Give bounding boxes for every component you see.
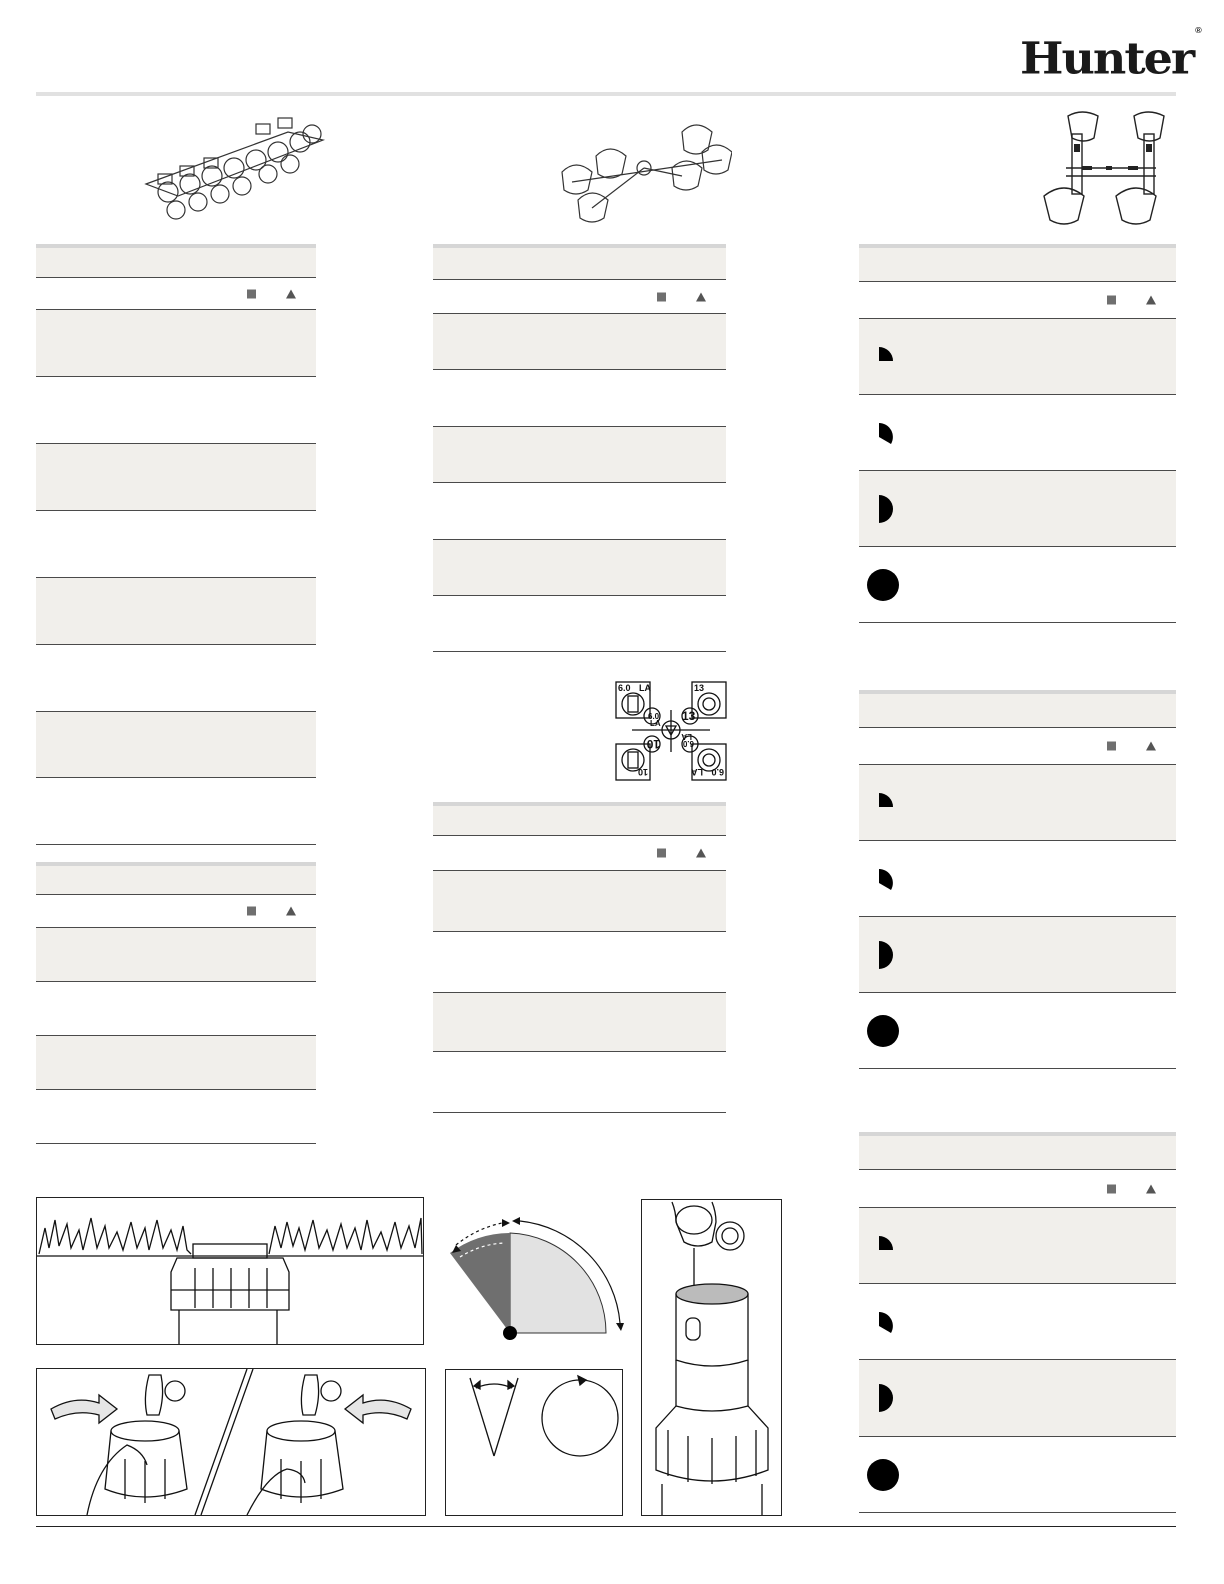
table-row <box>433 483 726 540</box>
table-row <box>859 993 1176 1069</box>
hunter-logo: Hunter® <box>1020 25 1200 84</box>
table-row <box>433 540 726 596</box>
table-row <box>36 377 316 444</box>
table-header-row <box>36 895 316 928</box>
table-row <box>433 1052 726 1113</box>
nozzle-table-col2-b <box>433 802 726 1113</box>
quarter-arc-icon <box>865 785 901 821</box>
rotation-hands-figure <box>36 1368 426 1516</box>
triangle-icon <box>1146 742 1156 751</box>
square-icon <box>1107 742 1116 751</box>
table-title-row <box>859 1136 1176 1170</box>
full-circle-icon <box>865 1013 901 1049</box>
table-row <box>859 319 1176 395</box>
nozzle-tree-illustration <box>1036 110 1176 228</box>
nozzle-label-6-0-center: 6.0 <box>648 712 660 721</box>
table-row <box>859 917 1176 993</box>
table-row <box>36 712 316 778</box>
nozzle-label-6-0: 6.0 <box>618 683 631 693</box>
nozzle-label-la: LA <box>639 683 651 693</box>
table-row <box>859 395 1176 471</box>
table-header-row <box>859 282 1176 319</box>
table-row <box>433 370 726 427</box>
table-header-row <box>859 728 1176 765</box>
square-icon <box>1107 296 1116 305</box>
nozzle-label-la-rotated: LA <box>681 732 692 741</box>
nozzle-label-13: 13 <box>694 683 705 693</box>
triangle-icon <box>1146 296 1156 305</box>
adjustment-tool-figure <box>641 1199 782 1516</box>
table-row <box>859 765 1176 841</box>
nozzle-rack-illustration-1 <box>138 112 328 224</box>
table-row <box>433 427 726 483</box>
third-arc-icon <box>865 415 901 451</box>
table-title-row <box>433 806 726 836</box>
table-row <box>36 778 316 845</box>
full-circle-icon <box>865 1457 901 1493</box>
table-row <box>859 471 1176 547</box>
nozzle-label-10-center: 10 <box>646 737 660 751</box>
rotor-installation-figure <box>36 1197 424 1345</box>
half-arc-icon <box>865 1380 901 1416</box>
nozzle-label-6-0-rotated: 6.0 <box>682 739 694 748</box>
square-icon <box>247 289 256 298</box>
header-divider <box>36 92 1176 96</box>
footer-divider <box>36 1526 1176 1527</box>
table-row <box>433 993 726 1052</box>
table-header-row <box>36 278 316 310</box>
table-row <box>433 314 726 370</box>
table-row <box>36 578 316 645</box>
table-row <box>433 871 726 932</box>
table-header-row <box>859 1170 1176 1208</box>
square-icon <box>657 849 666 858</box>
square-icon <box>657 292 666 301</box>
nozzle-table-col1-a <box>36 244 316 845</box>
arc-vs-circle-diagram <box>445 1369 623 1516</box>
table-title-row <box>36 248 316 278</box>
table-row <box>36 511 316 578</box>
nozzle-number-diagram <box>614 680 728 784</box>
triangle-icon <box>286 289 296 298</box>
nozzle-label-10: 10 <box>637 767 648 777</box>
table-title-row <box>859 248 1176 282</box>
half-arc-icon <box>865 937 901 973</box>
triangle-icon <box>286 907 296 916</box>
table-header-row <box>433 836 726 871</box>
nozzle-table-col1-b <box>36 862 316 1144</box>
table-row <box>433 932 726 993</box>
table-row <box>36 928 316 982</box>
quarter-arc-icon <box>865 339 901 375</box>
table-row <box>36 1090 316 1144</box>
half-arc-icon <box>865 491 901 527</box>
table-row <box>859 1437 1176 1513</box>
arc-adjustment-diagram <box>440 1205 630 1350</box>
nozzle-label-la-center: LA <box>650 719 661 728</box>
table-title-row <box>36 866 316 895</box>
square-icon <box>247 907 256 916</box>
table-row <box>36 1036 316 1090</box>
table-row <box>859 1360 1176 1437</box>
arc-table-2 <box>859 690 1176 1069</box>
table-row <box>859 1284 1176 1360</box>
table-title-row <box>859 694 1176 728</box>
full-circle-icon <box>865 567 901 603</box>
nozzle-rack-illustration-2 <box>552 112 732 224</box>
square-icon <box>1107 1184 1116 1193</box>
table-row <box>36 982 316 1036</box>
quarter-arc-icon <box>865 1228 901 1264</box>
table-row <box>433 596 726 652</box>
triangle-icon <box>696 849 706 858</box>
triangle-icon <box>696 292 706 301</box>
nozzle-label-la-corner: LA <box>691 767 703 777</box>
table-header-row <box>433 280 726 314</box>
arc-table-1 <box>859 244 1176 623</box>
third-arc-icon <box>865 1304 901 1340</box>
third-arc-icon <box>865 861 901 897</box>
table-row <box>36 645 316 712</box>
nozzle-table-col2-a <box>433 244 726 652</box>
table-row <box>859 1208 1176 1284</box>
table-row <box>859 547 1176 623</box>
nozzle-label-13-center: 13 <box>682 709 696 723</box>
arc-table-3 <box>859 1132 1176 1513</box>
table-row <box>36 310 316 377</box>
table-title-row <box>433 248 726 280</box>
nozzle-label-6-0-corner: 6.0 <box>711 767 724 777</box>
triangle-icon <box>1146 1184 1156 1193</box>
table-row <box>36 444 316 511</box>
table-row <box>859 841 1176 917</box>
